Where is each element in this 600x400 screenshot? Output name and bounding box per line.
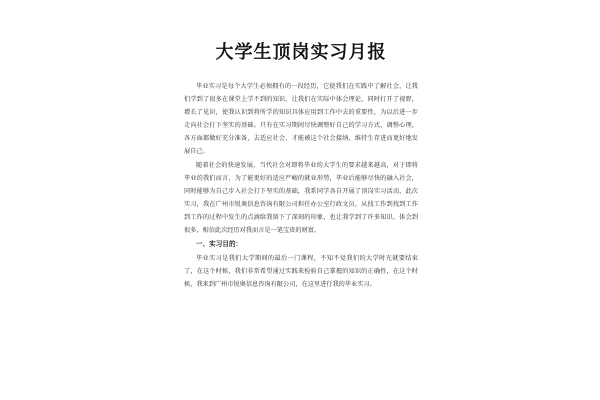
document-title: 大学生顶岗实习月报 (215, 42, 387, 63)
intro-paragraph-2: 随着社会的快速发展，当代社会对即将毕业的大学生的要求越来越高，对于即将毕业的我们而言，为了能更好的适应严峻的就业形势，毕业后能够尽快的融入社会，同时能够为自己步入社会打下坚实的基础，我系同学各自开展了顶岗实习活动，此次实习，我在广州市锐奥信息咨询有限公司担任办公室行政文员，从找工作到找到工作到工作的过程中发生的点滴给我留下了深刻的印象，也让我学到了许多知识，体会到很多，相信此次经历对我而言是一笔宝贵的财富。 (184, 162, 418, 234)
section-heading-purpose: 一、实习目的： (196, 240, 243, 248)
section-paragraph-purpose: 毕业实习是我们大学期间的最后一门课程，不知不觉我们的大学时光就要结束了，在这个时候，我们非常希望通过实践来检验自己掌握的知识的正确性，在这个时候，我来到广州市锐奥信息咨询有限公司，在这里进行我的毕业实习。 (184, 255, 418, 288)
document-page (184, 30, 418, 400)
intro-paragraph-1: 毕业实习是每个大学生必须拥有的一段经历，它使我们在实践中了解社会，让我们学到了很多在课堂上学不到的知识，让我们在实际中体会理论，同时打开了视野，增长了见识，使我认识到将所学的知识具体应用到工作中去的重要性，为以后进一步走向社会打下坚实的基础。只有在实习期间尽快调整好自己的学习方式，调整心理，各方面都做好充分准备，去适应社会，才能被这个社会接纳，维持生存进而更好地发展自己。 (184, 83, 418, 155)
